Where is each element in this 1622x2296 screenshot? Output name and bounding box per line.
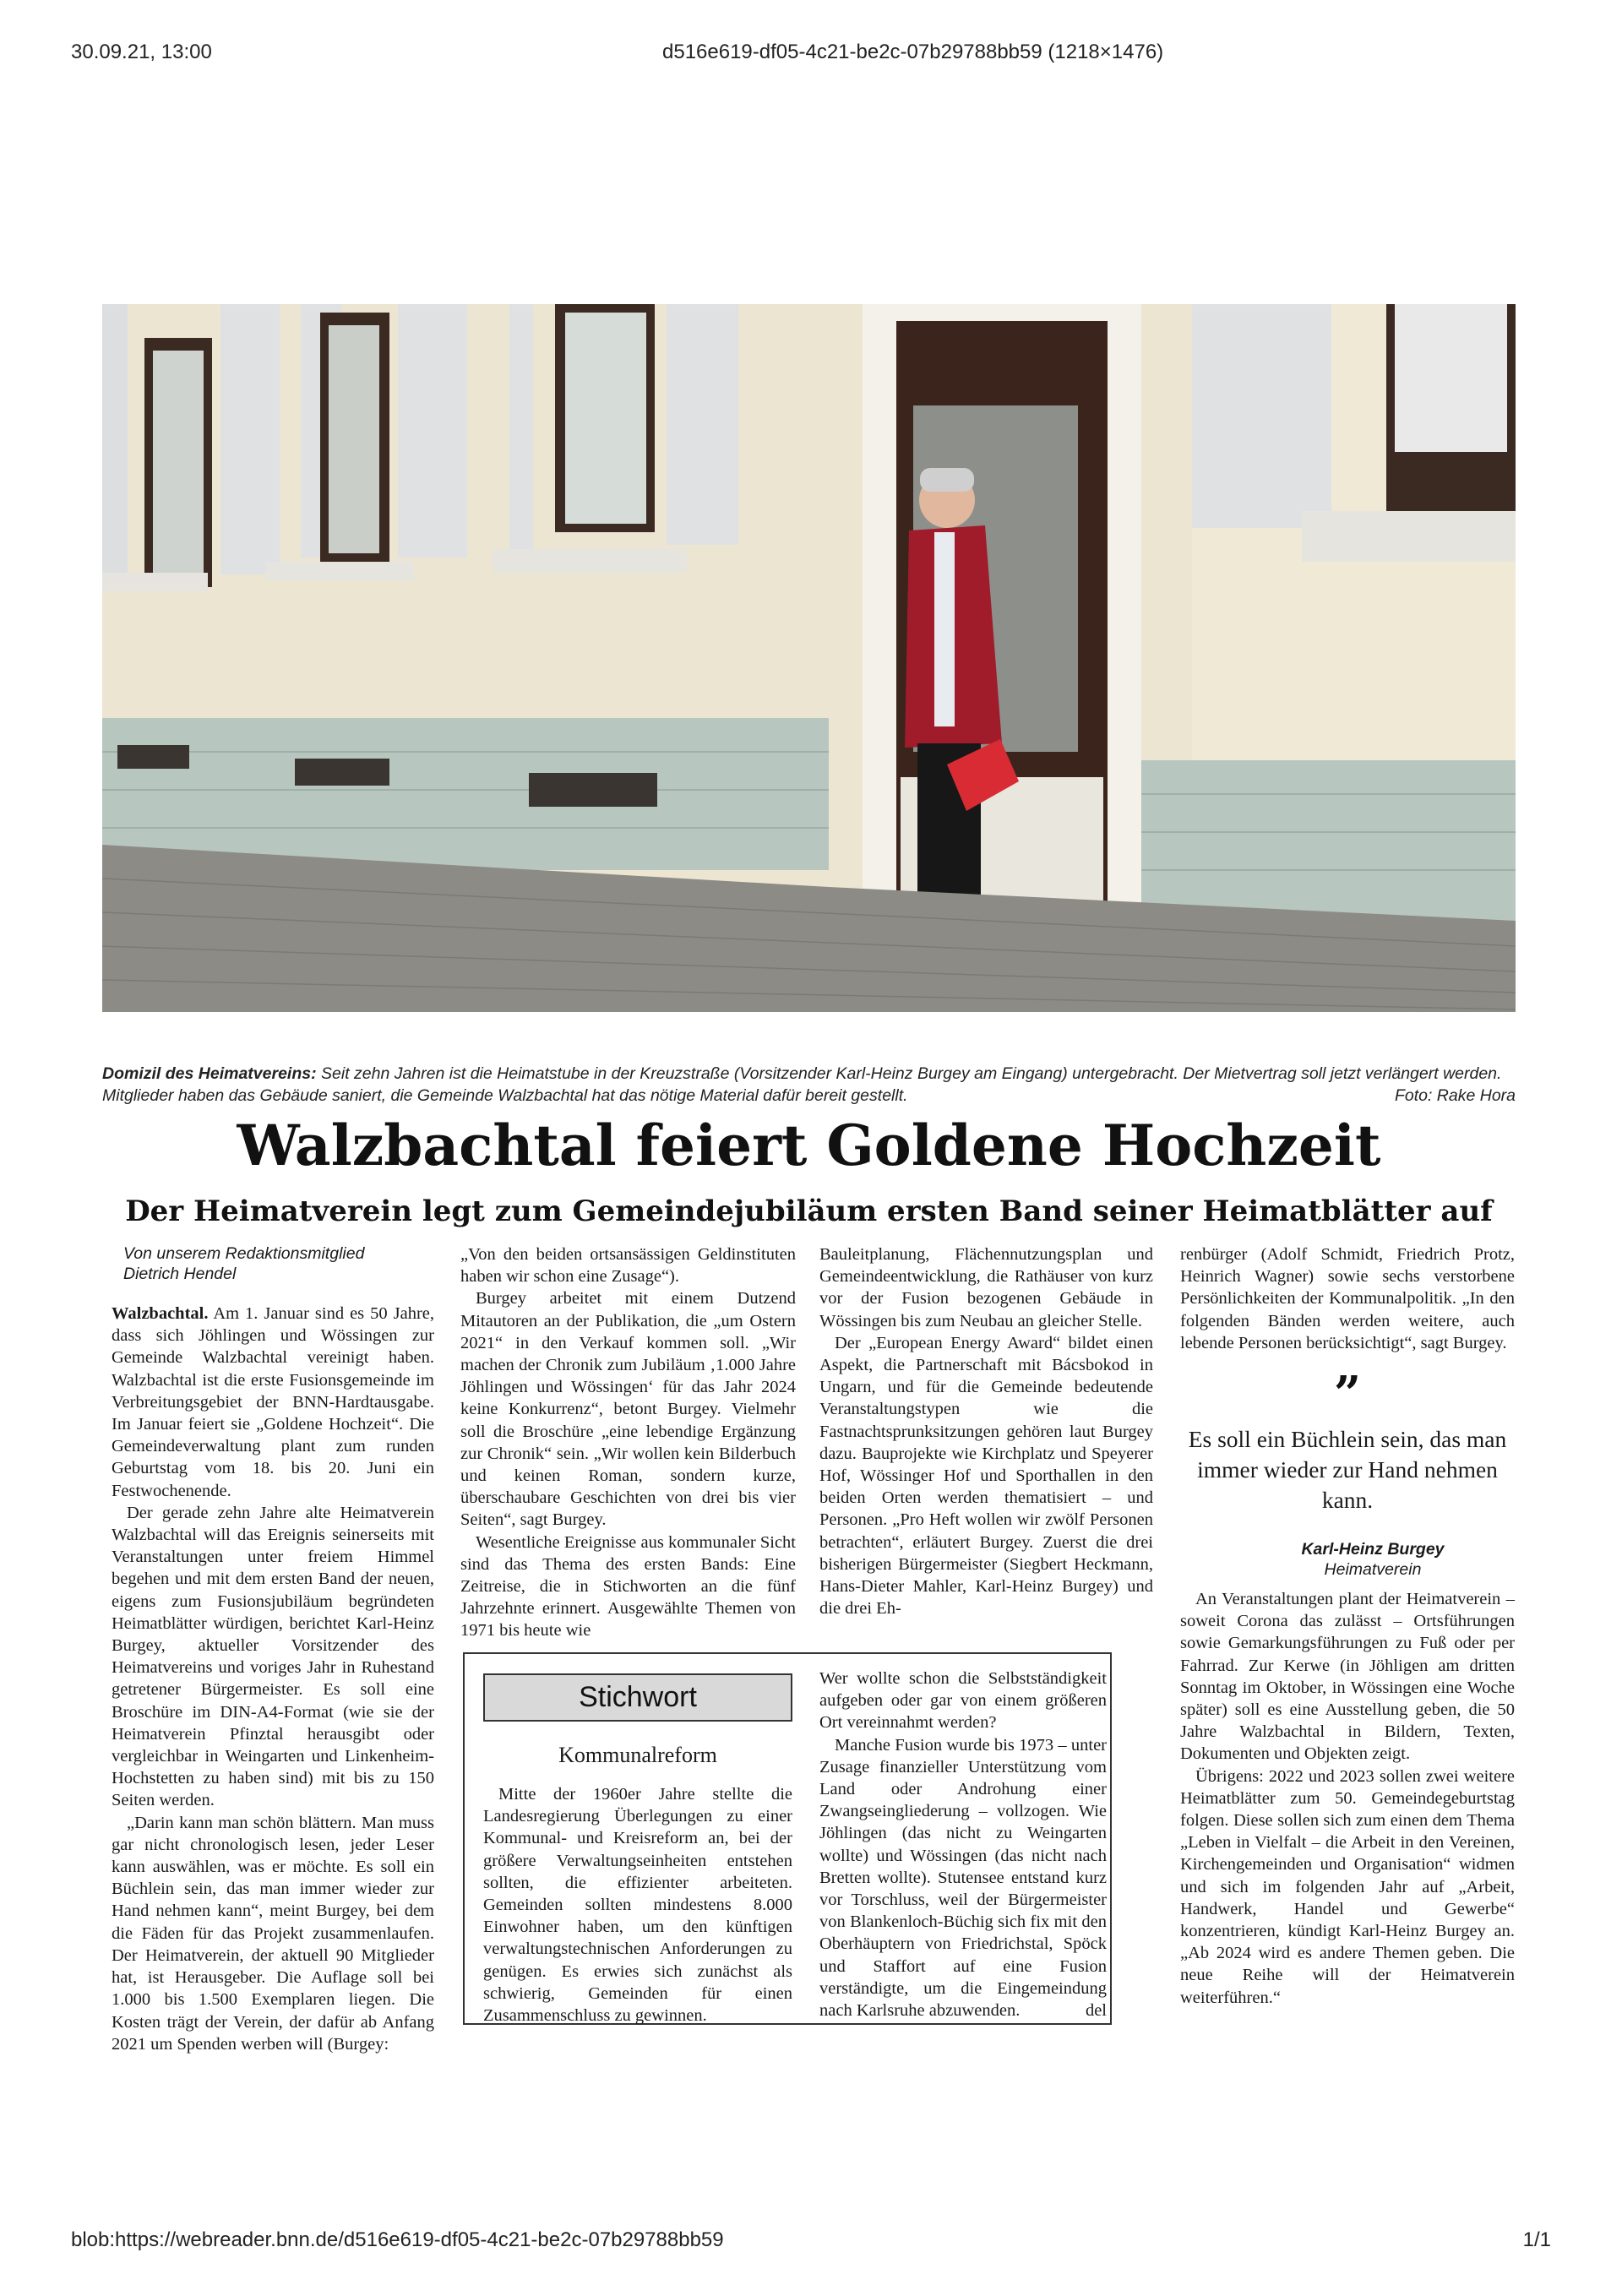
lead-text: Am 1. Januar sind es 50 Jahre, dass sich Jöhlingen und Wössingen zur Gemeinde Walzbachtal vereinigt haben. Walzbachtal ist die erste Fusionsgemeinde im Verbreitungsgebiet der BNN-Hardtausgabe. Im Januar feiert sie „Goldene Hochzeit“. Die Gemeindeverwaltung plant zum runden Geburtstag vom 18. bis 20. Juni ein Festwochenende. <box>112 1304 434 1500</box>
byline-role: Von unserem Redaktionsmitglied <box>123 1244 365 1263</box>
stichwort-box <box>463 1652 1112 2025</box>
stichwort-paragraph: Wer wollte schon die Selbstständigkeit aufgeben oder gar von einem größeren Ort vereinnahmt werden? <box>819 1669 1107 1733</box>
article-subline: Der Heimatverein legt zum Gemeindejubiläum ersten Band seiner Heimatblätter auf <box>125 1194 1493 1228</box>
byline-author: Dietrich Hendel <box>123 1265 237 1283</box>
author-signoff: del <box>1085 2001 1107 2021</box>
stichwort-paragraph <box>819 1734 1107 2022</box>
article-headline: Walzbachtal feiert Goldene Hochzeit <box>237 1113 1381 1178</box>
print-url: blob:https://webreader.bnn.de/d516e619-df05-4c21-be2c-07b29788bb59 <box>71 2228 724 2251</box>
article-column-4-continued <box>1180 1588 1515 2009</box>
article-column-1 <box>112 1243 434 2055</box>
article-column-3 <box>819 1243 1153 1619</box>
print-footer <box>71 2228 1551 2255</box>
stichwort-text-continued <box>819 1668 1107 2021</box>
article-paragraph: Der „European Energy Award“ bildet einen Aspekt, die Partnerschaft mit Bácsbokod in Ungarn, und für die Gemeinde bedeutende Veranstaltungstypen wie die Fastnachtsprunksitzungen gehören laut Burgey dazu. Bauprojekte wie Kirchplatz und Speyerer Hof, Wössinger Hof und Sporthallen in den beiden Orten werden thematisiert – und Personen. „Pro Heft wollen wir zwölf Personen betrachten“, erläutert Burgey. Zuerst die drei bisherigen Bürgermeister (Siegbert Heckmann, Hans-Dieter Mahler, Karl-Heinz Burgey) und die drei Eh- <box>819 1333 1153 1619</box>
stichwort-label: Stichwort <box>483 1673 792 1722</box>
stichwort-paragraph-text: Manche Fusion wurde bis 1973 – unter Zusage finanzieller Unterstützung vom Land oder Androhung einer Zwangseingliederung – vollzogen. Wie Jöhlingen (das nicht zu Weingarten wollte) und Wössingen (das nicht nach Bretten wollte). Stutensee entstand kurz vor Torschluss, weil der Bürgermeister von Blankenloch-Büchig sich fix mit den Oberhäuptern von Friedrichstal, Spöck und Staffort auf eine Fusion verständigte, um die Eingemeindung nach Karlsruhe abzuwenden. <box>819 1735 1107 2021</box>
stichwort-paragraph: Mitte der 1960er Jahre stellte die Landesregierung Überlegungen zu einer Kommunal- und Kreisreform an, bei der größere Verwaltungseinheiten entstehen sollten, die effizienter arbeiteten. Gemeinden sollten mindestens 8.000 Einwohner haben, um den künftigen verwaltungstechnischen Anforderungen zu genügen. Es erwies sich zunächst als schwierig, Gemeinden für einen Zusammenschluss zu gewinnen. <box>483 1785 792 2026</box>
pull-quote <box>1180 1366 1515 1580</box>
photo-caption <box>102 1063 1516 1107</box>
article-paragraph: An Veranstaltungen plant der Heimatverein – soweit Corona das zulässt – Ortsführungen sowie Gemarkungsführungen zu Fuß oder per Fahrrad. Zur Kerwe (in Jöhligen am dritten Sonntag im Oktober, in Wössingen eine Woche später) soll es eine Ausstellung geben, die 50 Jahre Walzbachtal in Bildern, Texten, Dokumenten und Objekten zeigt. <box>1180 1590 1515 1764</box>
article-paragraph: renbürger (Adolf Schmidt, Friedrich Protz, Heinrich Wagner) sowie sechs verstorbene Persönlichkeiten der Kommunalpolitik. „In den folgenden Bänden werden weitere, auch lebende Personen berücksichtigt“, sagt Burgey. <box>1180 1245 1515 1352</box>
article-paragraph: Bauleitplanung, Flächennutzungsplan und Gemeindeentwicklung, die Rathäuser von kurz vor der Fusion bezogenen Gebäude in Wössingen bis zum Neubau an gleicher Stelle. <box>819 1245 1153 1330</box>
article-column-2 <box>460 1243 796 1642</box>
byline <box>112 1243 434 1284</box>
pull-quote-author: Karl-Heinz Burgey <box>1301 1540 1445 1559</box>
pull-quote-text: Es soll ein Büchlein sein, das man immer wieder zur Hand nehmen kann. <box>1188 1426 1507 1513</box>
article-photo <box>102 304 1516 1012</box>
article-paragraph: Burgey arbeitet mit einem Dutzend Mitautoren an der Publikation, die „um Ostern 2021“ in den Verkauf kommen soll. „Wir machen der Chronik zum Jubiläum ‚1.000 Jahre Jöhlingen und Wössingen‘ für das Jahr 2024 keine Konkurrenz“, betont Burgey. Vielmehr soll die Broschüre „eine lebendige Ergänzung zur Chronik“ sein. „Wir wollen kein Bilderbuch und keinen Roman, sondern kurze, überschaubare Geschichten von drei bis vier Seiten“, sagt Burgey. <box>460 1289 796 1530</box>
caption-text: Seit zehn Jahren ist die Heimatstube in der Kreuzstraße (Vorsitzender Karl-Heinz Burgey am Eingang) untergebracht. Der Mietvertrag soll jetzt verlängert werden. Mitglieder haben das Gebäude saniert, die Gemeinde Walzbachtal hat das nötige Material dafür bereit gestellt. <box>102 1064 1502 1105</box>
stichwort-title: Kommunalreform <box>558 1743 717 1767</box>
print-page-title: d516e619-df05-4c21-be2c-07b29788bb59 (1218×1476) <box>662 41 1164 63</box>
article-paragraph: Der gerade zehn Jahre alte Heimatverein Walzbachtal will das Ereignis seinerseits mit Veranstaltungen unter freiem Himmel begehen und mit dem ersten Band der neuen, eigens zum Fusionsjubiläum begründeten Heimatblätter würdigen, berichtet Karl-Heinz Burgey, aktueller Vorsitzender des Heimatvereins und voriges Jahr in Ruhestand getretener Bürgermeister. Es soll eine Broschüre im DIN-A4-Format (wie sie der Heimatverein Pfinztal herausgibt oder vergleichbar in Weingarten und Linkenheim-Hochstetten zu haben sind) mit bis zu 150 Seiten werden. <box>112 1503 434 1810</box>
quote-mark-icon: ” <box>1333 1366 1362 1422</box>
pull-quote-org: Heimatverein <box>1324 1560 1422 1579</box>
print-header <box>71 41 1551 68</box>
dateline: Walzbachtal. <box>112 1304 209 1323</box>
article-paragraph: „Von den beiden ortsansässigen Geldinstituten haben wir schon eine Zusage“). <box>460 1245 796 1287</box>
print-page-number: 1/1 <box>1522 2228 1551 2251</box>
caption-lead: Domizil des Heimatvereins: <box>102 1064 317 1083</box>
article-paragraph: Übrigens: 2022 und 2023 sollen zwei weitere Heimatblätter zum 50. Gemeindegeburtstag folgen. Diese sollen sich zum einen dem Thema „Leben in Vielfalt – die Arbeit in den Vereinen, Kirchengemeinden und Organisation“ widmen und sich im folgenden Jahr auf „Arbeit, Handwerk, Handel und Gewerbe“ konzentrieren, kündigt Karl-Heinz Burgey an. „Ab 2024 wird es andere Themen geben. Die neue Reihe will der Heimatverein weiterführen.“ <box>1180 1766 1515 2007</box>
stichwort-text <box>483 1783 792 2027</box>
article-paragraph: Wesentliche Ereignisse aus kommunaler Sicht sind das Thema des ersten Bands: Eine Zeitreise, die in Stichworten an die fünf Jahrzehnte erinnert. Ausgewählte Themen von 1971 bis heute wie <box>460 1532 796 1640</box>
photo-heimatstube-entrance <box>102 304 1516 1012</box>
article-paragraph <box>112 1303 434 1502</box>
article-column-4 <box>1180 1243 1515 1354</box>
print-datetime: 30.09.21, 13:00 <box>71 41 212 63</box>
photo-credit: Foto: Rake Hora <box>1394 1086 1516 1105</box>
article-paragraph: „Darin kann man schön blättern. Man muss gar nicht chronologisch lesen, jeder Leser kann auswählen, was er möchte. Es soll ein Büchlein sein, das man immer wieder zur Hand nehmen kann“, meint Burgey, bei dem die Fäden für das Projekt zusammenlaufen. Der Heimatverein, der aktuell 90 Mitglieder hat, ist Herausgeber. Die Auflage soll bei 1.000 bis 1.500 Exemplaren liegen. Die Kosten trägt der Verein, der dafür ab Anfang 2021 um Spenden werben will (Burgey: <box>112 1813 434 2054</box>
